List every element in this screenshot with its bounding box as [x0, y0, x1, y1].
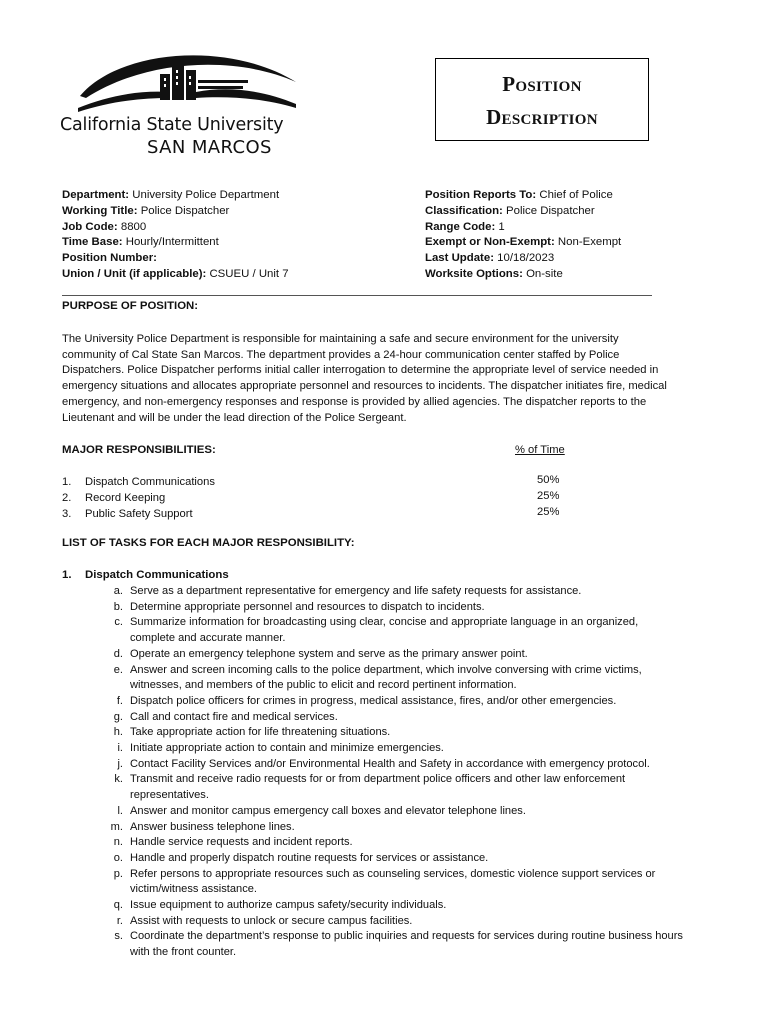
- task-text-line: victim/witness assistance.: [130, 883, 257, 896]
- task-text-line: Refer persons to appropriate resources such as counseling services, domestic violence support services or: [130, 867, 656, 880]
- task-group-title: 1. Dispatch Communications: [62, 569, 229, 581]
- task-list: [105, 584, 715, 961]
- responsibility-percent: 25%: [537, 490, 560, 502]
- task-item: [105, 820, 715, 836]
- task-text-line: Dispatch police officers for crimes in progress, medical assistance, fires, and/or other emergencies.: [130, 694, 617, 707]
- task-letter: k.: [114, 773, 123, 786]
- task-item: [105, 694, 715, 710]
- responsibility-percent: 25%: [537, 506, 560, 518]
- university-logo: [60, 40, 305, 165]
- task-item: [105, 929, 715, 960]
- task-text-line: Answer and monitor campus emergency call boxes and elevator telephone lines.: [130, 804, 526, 817]
- task-item: [105, 757, 715, 773]
- task-text-line: Issue equipment to authorize campus safety/security individuals.: [130, 899, 447, 912]
- task-text-line: Call and contact fire and medical services.: [130, 710, 338, 723]
- task-text-line: with the front counter.: [130, 946, 237, 959]
- task-letter: e.: [113, 663, 123, 676]
- percent-of-time-heading: % of Time: [515, 444, 565, 456]
- task-text-line: Take appropriate action for life threatening situations.: [130, 726, 391, 739]
- task-text-line: Answer business telephone lines.: [130, 820, 295, 833]
- purpose-line: emergency situations and allocates appropriate personnel and resources to incidents. The dispatcher initiates fire, medical: [62, 380, 667, 393]
- info-right-column: [425, 188, 621, 283]
- info-worksite-options: Worksite Options: On-site: [425, 267, 563, 280]
- purpose-line: emergency, and non-emergency responses and response is provided by allied agencies. The dispatcher reports to the: [62, 395, 647, 408]
- task-text-line: Answer and screen incoming calls to the police department, which involve conversing with crime victims,: [130, 663, 642, 676]
- task-item: [105, 663, 715, 694]
- task-letter: n.: [113, 836, 123, 849]
- task-letter: j.: [117, 757, 123, 770]
- task-item: [105, 710, 715, 726]
- purpose-line: Lieutenant and will be under the lead direction of the Police Sergeant.: [62, 411, 407, 424]
- task-text-line: Coordinate the department’s response to public inquiries and requests for services during routine business hours: [130, 930, 683, 943]
- responsibilities-heading: MAJOR RESPONSIBILITIES:: [62, 444, 216, 456]
- task-letter: g.: [113, 710, 123, 723]
- task-item: [105, 772, 715, 803]
- info-left-column: [62, 188, 289, 283]
- task-text-line: Initiate appropriate action to contain and minimize emergencies.: [130, 742, 444, 755]
- task-text-line: Handle and properly dispatch routine requests for services or assistance.: [130, 851, 489, 864]
- info-classification: Classification: Police Dispatcher: [425, 204, 595, 217]
- task-item: [105, 835, 715, 851]
- title-line-2: Description: [486, 105, 598, 129]
- task-letter: q.: [113, 899, 123, 912]
- info-last-update: Last Update: 10/18/2023: [425, 252, 555, 265]
- info-position-number: Position Number:: [62, 252, 157, 265]
- task-item: [105, 600, 715, 616]
- position-description-page: California State University SAN MARCOS Position Description Department: University Police Department Working Title: Police Dispatcher Job Code: 8800 Time Base: Hourly/Intermittent Position Number: Union / Unit (if applicable): CSUEU / Unit 7 Position Reports To: Chief of Police Classification: Police Dispatcher Range Code: 1 Exempt or Non-Exempt: Non-Exempt Last Update: 10/18/2023 Worksite Options: On-site PURPOSE OF POSITION: The University Police Department is responsible for maintaining a safe and secure environment for the university community of Cal State San Marcos. The department provides a 24-hour communication center staffed by Police Dispatchers. Police Dispatcher performs initial caller interrogation to determine the appropriate level of service needed in emergency situations and allocates appropriate personnel and resources to incidents. The dispatcher initiates fire, medical emergency, and non-emergency responses and response is provided by allied agencies. The dispatcher reports to the Lieutenant and will be under the lead direction of the Police Sergeant. MAJOR RESPONSIBILITIES: % of Time 1. Dispatch Communications 50% 2. Record Keeping 25% 3. Public Safety Support 25% LIST OF TASKS FOR EACH MAJOR RESPONSIBILITY: 1. Dispatch Communications a. Serve as a department representative for emergency and life safety requests for assistance. b. Determine appropriate personnel and resources to dispatch to incidents. c. Summarize information for broadcasting using clear, concise and appropriate language in an organized, complete and accurate manner. d. Operate an emergency telephone system and serve as the primary answer point. e. Answer and screen incoming calls to the police department, which involve conversing with crime victims, witnesses, and members of the public to elicit and record pertinent information. f. Dispatch police officers for crimes in progress, medical assistance, fires, and/or other emergencies. g. Call and contact fire and medical services. h. Take appropriate action for life threatening situations. i. Initiate appropriate action to contain and minimize emergencies. j. Contact Facility Services and/or Environmental Health and Safety in accordance with emergency protocol. k. Transmit and receive radio requests for or from department police officers and other law enforcement representatives. l. Answer and monitor campus emergency call boxes and elevator telephone lines. m. Answer business telephone lines. n. Handle service requests and incident reports. o. Handle and properly dispatch routine requests for services or assistance. p. Refer persons to appropriate resources such as counseling services, domestic violence support services or victim/witness assistance. q. Issue equipment to authorize campus safety/security individuals. r. Assist with requests to unlock or secure campus facilities. s. Coordinate the department’s response to public inquiries and requests for services during routine business hours with the front counter.: [0, 0, 770, 1024]
- logo-university-name: California State University: [60, 115, 284, 135]
- task-item: [105, 851, 715, 867]
- task-letter: h.: [113, 726, 123, 739]
- task-item: [105, 584, 715, 600]
- task-item: [105, 867, 715, 898]
- info-department: Department: University Police Department: [62, 189, 280, 201]
- task-item: [105, 804, 715, 820]
- task-item: [105, 914, 715, 930]
- task-text-line: Serve as a department representative for emergency and life safety requests for assistance.: [130, 585, 582, 597]
- task-letter: p.: [113, 867, 123, 880]
- task-item: [105, 725, 715, 741]
- task-letter: l.: [117, 804, 123, 817]
- task-letter: d.: [113, 647, 123, 660]
- task-letter: s.: [114, 930, 123, 943]
- purpose-line: The University Police Department is responsible for maintaining a safe and secure environment for the university: [62, 333, 619, 345]
- info-exempt-status: Exempt or Non-Exempt: Non-Exempt: [425, 236, 622, 249]
- task-text-line: complete and accurate manner.: [130, 632, 286, 645]
- campus-skyline-icon: [78, 46, 298, 118]
- title-line-1: Position: [502, 72, 582, 96]
- info-time-base: Time Base: Hourly/Intermittent: [62, 236, 219, 249]
- logo-campus-name: SAN MARCOS: [147, 137, 272, 158]
- task-item: [105, 741, 715, 757]
- info-job-code: Job Code: 8800: [62, 220, 147, 233]
- task-text-line: Operate an emergency telephone system and serve as the primary answer point.: [130, 647, 528, 660]
- responsibility-percent: 50%: [537, 474, 560, 486]
- task-text-line: representatives.: [130, 789, 209, 802]
- task-letter: o.: [113, 851, 123, 864]
- task-item: [105, 615, 715, 646]
- task-text-line: Assist with requests to unlock or secure campus facilities.: [130, 914, 413, 927]
- purpose-line: community of Cal State San Marcos. The department provides a 24-hour communication center staffed by Police: [62, 348, 620, 361]
- task-item: [105, 647, 715, 663]
- tasks-heading: LIST OF TASKS FOR EACH MAJOR RESPONSIBILITY:: [62, 537, 355, 549]
- info-union-unit: Union / Unit (if applicable): CSUEU / Unit 7: [62, 267, 289, 280]
- task-text-line: Summarize information for broadcasting using clear, concise and appropriate language in an organized,: [130, 616, 639, 629]
- task-letter: r.: [116, 914, 123, 927]
- task-text-line: Handle service requests and incident reports.: [130, 836, 353, 849]
- task-item: [105, 898, 715, 914]
- task-text-line: Contact Facility Services and/or Environmental Health and Safety in accordance with emergency protocol.: [130, 757, 650, 770]
- task-letter: c.: [114, 616, 123, 629]
- task-letter: f.: [116, 694, 123, 707]
- purpose-line: Dispatchers. Police Dispatcher performs initial caller interrogation to determine the appropriate level of service needed in: [62, 364, 659, 377]
- info-working-title: Working Title: Police Dispatcher: [62, 204, 230, 217]
- info-range-code: Range Code: 1: [425, 220, 505, 233]
- task-text-line: Transmit and receive radio requests for or from department police officers and other law enforcement: [130, 773, 626, 786]
- task-letter: i.: [117, 742, 123, 755]
- task-letter: m.: [110, 820, 123, 833]
- task-text-line: witnesses, and members of the public to elicit and record pertinent information.: [130, 679, 517, 692]
- position-description-title: [435, 58, 649, 141]
- purpose-paragraph: [62, 332, 702, 426]
- task-text-line: Determine appropriate personnel and resources to dispatch to incidents.: [130, 600, 485, 613]
- purpose-heading: PURPOSE OF POSITION:: [62, 300, 199, 312]
- section-divider: [62, 295, 652, 296]
- task-letter: a.: [113, 585, 123, 597]
- info-reports-to: Position Reports To: Chief of Police: [425, 189, 613, 201]
- task-letter: b.: [113, 600, 123, 613]
